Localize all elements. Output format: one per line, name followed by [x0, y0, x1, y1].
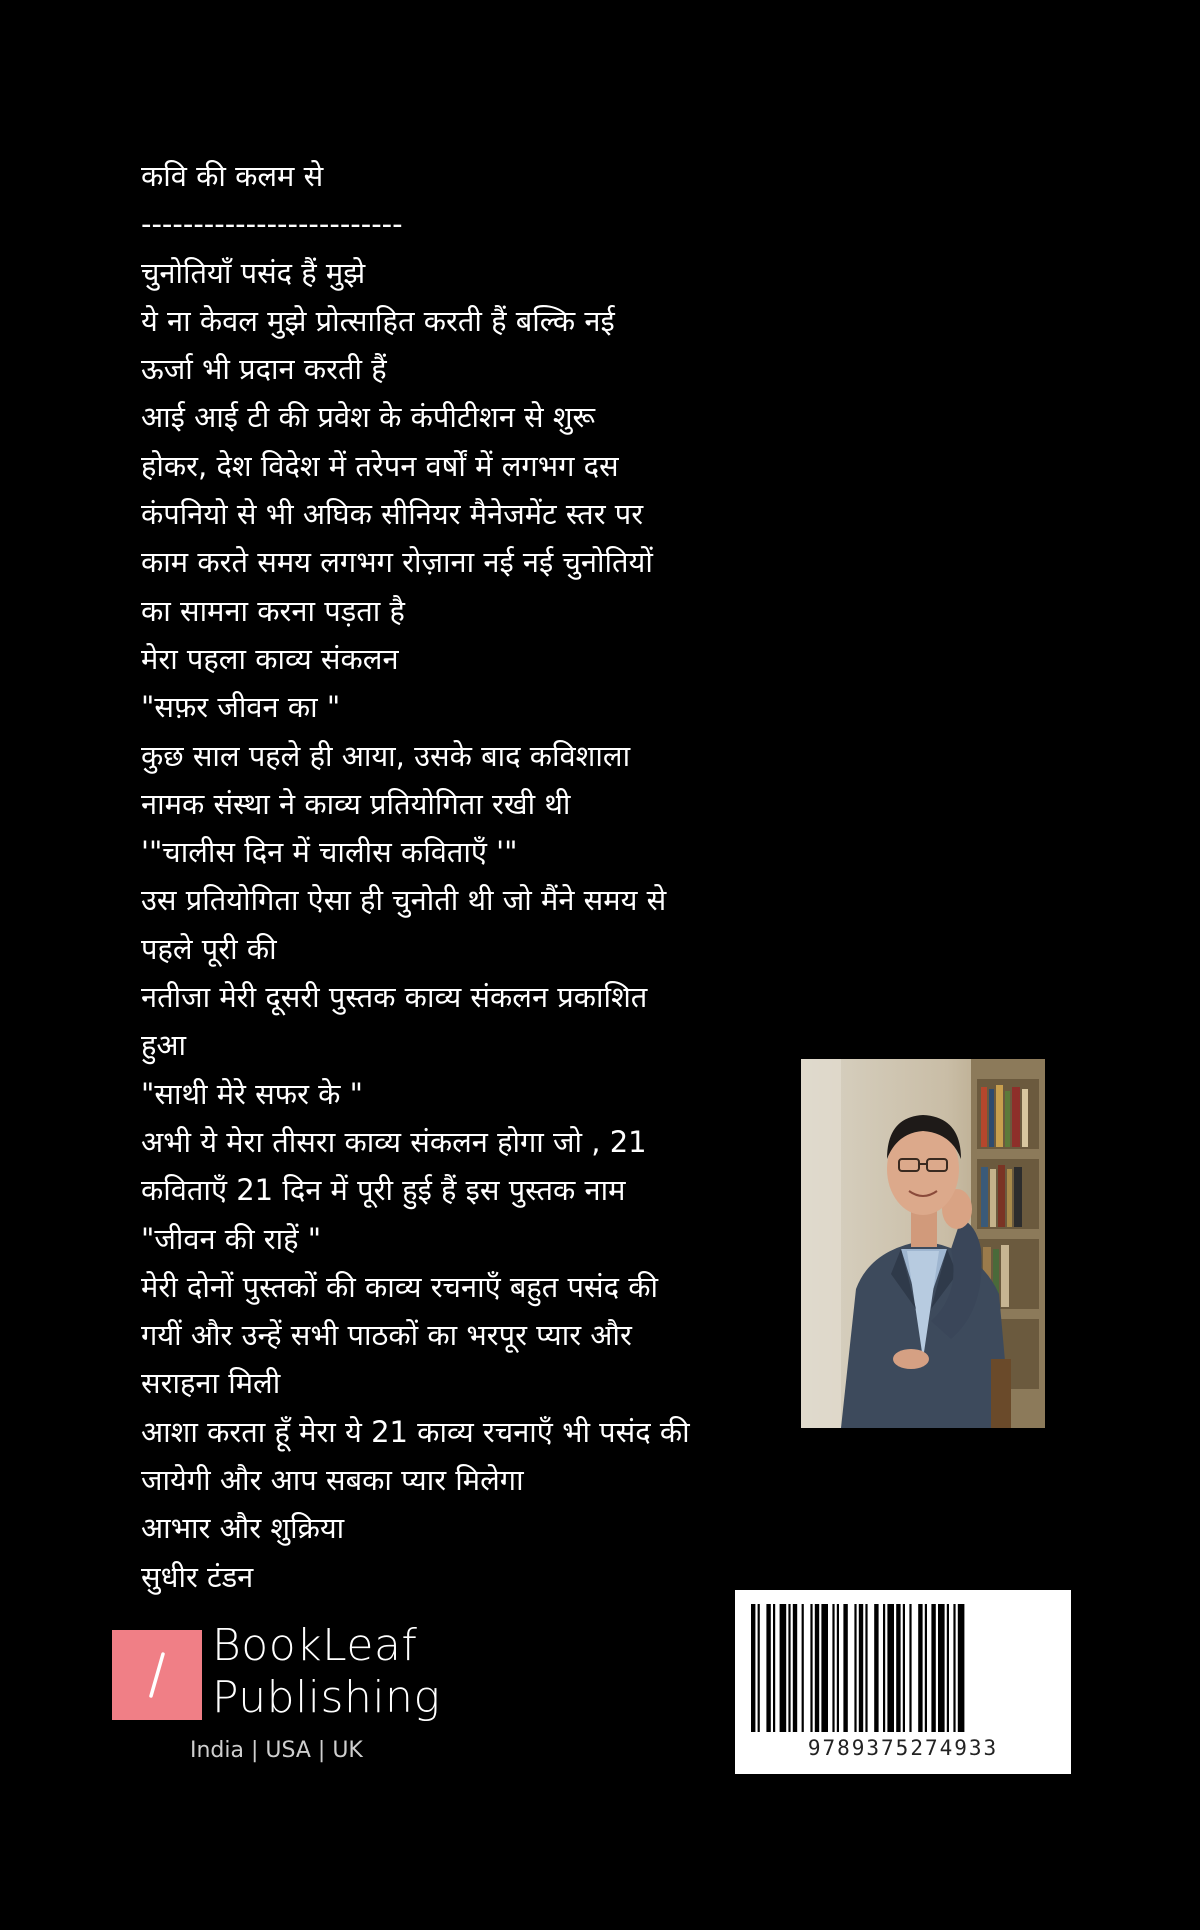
text-line: उस प्रतियोगिता ऐसा ही चुनोती थी जो मैंने समय से: [141, 883, 667, 918]
text-line: कविताएँ 21 दिन में पूरी हुई हैं इस पुस्तक नाम: [141, 1173, 626, 1208]
barcode-bar: [883, 1604, 885, 1732]
barcode-bar: [773, 1604, 775, 1732]
barcode-bar: [758, 1604, 760, 1732]
barcode-bar: [865, 1604, 867, 1732]
text-line: ये ना केवल मुझे प्रोत्साहित करती हैं बल्कि नई: [141, 303, 615, 338]
barcode-bar: [815, 1604, 819, 1732]
text-line: काम करते समय लगभग रोज़ाना नई नई चुनोतियों: [141, 545, 653, 580]
text-line: "जीवन की राहें ": [141, 1221, 322, 1256]
isbn-barcode: [735, 1590, 1071, 1774]
publisher-name-line2: Publishing: [212, 1672, 441, 1723]
barcode-bar: [953, 1604, 955, 1732]
barcode-bar: [832, 1604, 834, 1732]
text-line: कुछ साल पहले ही आया, उसके बाद कविशाला: [141, 738, 631, 773]
text-line: होकर, देश विदेश में तरेपन वर्षों में लगभग दस: [141, 448, 619, 483]
barcode-bar: [903, 1604, 905, 1732]
text-line: हुआ: [141, 1028, 187, 1063]
text-line: -------------------------: [141, 207, 403, 242]
barcode-bar: [947, 1604, 949, 1732]
barcode-bar: [896, 1604, 900, 1732]
text-line: अभी ये मेरा तीसरा काव्य संकलन होगा जो , 21: [141, 1124, 647, 1159]
text-line: सुधीर टंडन: [141, 1559, 254, 1594]
barcode-bar: [854, 1604, 856, 1732]
publisher-name: [212, 1620, 440, 1724]
isbn-number: 9789375274933: [807, 1736, 999, 1760]
barcode-bar: [931, 1604, 935, 1732]
barcode-bar: [788, 1604, 790, 1732]
barcode-bar: [859, 1604, 863, 1732]
text-line: पहले पूरी की: [141, 931, 277, 966]
barcode-bar: [793, 1604, 797, 1732]
barcode-bars: [751, 1604, 1055, 1732]
barcode-bar: [909, 1604, 911, 1732]
publisher-name-line1: BookLeaf: [212, 1620, 418, 1671]
text-line: मेरी दोनों पुस्तकों की काव्य रचनाएँ बहुत पसंद की: [141, 1269, 659, 1304]
barcode-bar: [837, 1604, 839, 1732]
text-line: "साथी मेरे सफर के ": [141, 1076, 364, 1111]
author-note: [141, 152, 741, 1601]
text-line: मेरा पहला काव्य संकलन: [141, 641, 399, 676]
barcode-bar: [751, 1604, 755, 1732]
text-line: आशा करता हूँ मेरा ये 21 काव्य रचनाएँ भी पसंद की: [141, 1414, 690, 1449]
barcode-bar: [821, 1604, 828, 1732]
barcode-bar: [958, 1604, 965, 1732]
text-line: जायेगी और आप सबका प्यार मिलेगा: [141, 1463, 524, 1498]
text-line: नामक संस्था ने काव्य प्रतियोगिता रखी थी: [141, 786, 571, 821]
text-line: आई आई टी की प्रवेश के कंपीटीशन से शुरू: [141, 400, 596, 435]
barcode-bar: [843, 1604, 847, 1732]
text-line: कंपनियो से भी अघिक सीनियर मैनेजमेंट स्तर पर: [141, 497, 644, 532]
barcode-bar: [810, 1604, 812, 1732]
text-line: कवि की कलम से: [141, 159, 324, 193]
barcode-bar: [802, 1604, 804, 1732]
text-line: ऊर्जा भी प्रदान करती हैं: [141, 352, 387, 387]
barcode-bar: [780, 1604, 787, 1732]
bookleaf-logo: [112, 1630, 202, 1720]
barcode-bar: [766, 1604, 770, 1732]
text-line: आभार और शुक्रिया: [141, 1511, 345, 1546]
publisher-regions: India | USA | UK: [190, 1738, 363, 1763]
barcode-bar: [874, 1604, 878, 1732]
barcode-bar: [938, 1604, 945, 1732]
text-line: गयीं और उन्हें सभी पाठकों का भरपूर प्यार और: [141, 1318, 632, 1353]
text-line: नतीजा मेरी दूसरी पुस्तक काव्य संकलन प्रकाशित: [141, 980, 648, 1015]
text-line: चुनोतियाँ पसंद हैं मुझे: [141, 255, 366, 290]
text-line: "सफ़र जीवन का ": [141, 690, 341, 725]
barcode-bar: [925, 1604, 927, 1732]
author-photo: [801, 1059, 1045, 1428]
barcode-bar: [918, 1604, 922, 1732]
text-line: का सामना करना पड़ता है: [141, 593, 405, 628]
text-line: सराहना मिली: [141, 1366, 281, 1401]
barcode-bar: [887, 1604, 894, 1732]
text-line: '"चालीस दिन में चालीस कविताएँ '": [141, 835, 518, 870]
